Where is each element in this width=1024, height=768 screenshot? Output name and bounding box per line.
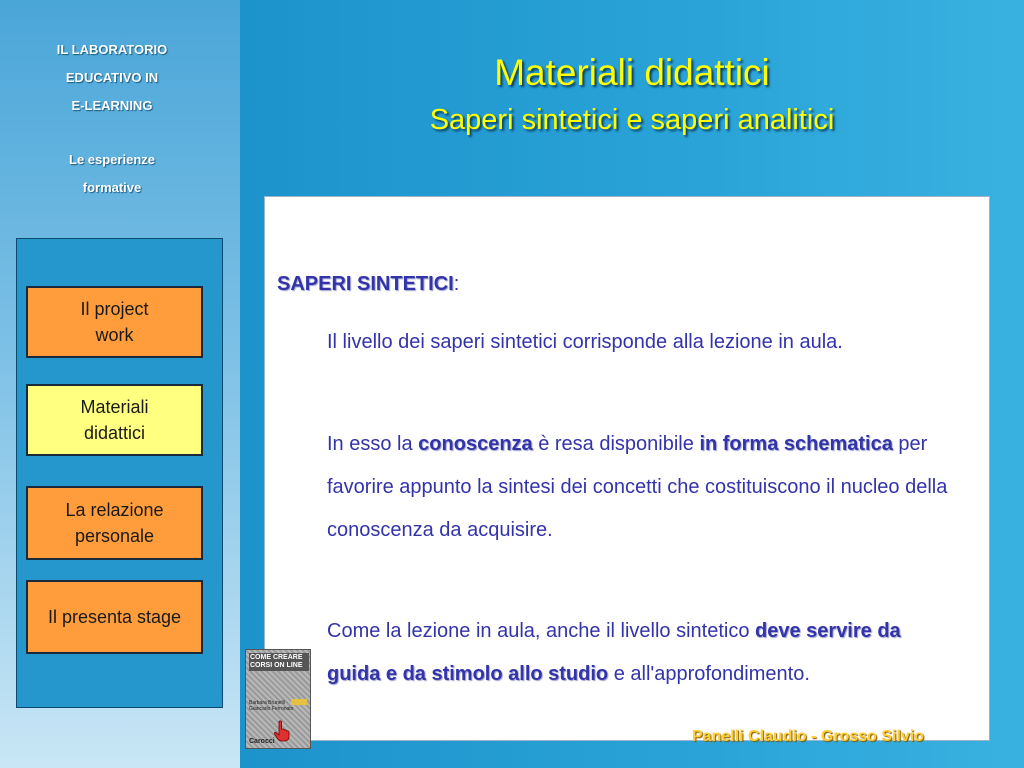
book-authors: Barbara Brunelli · Giancarlo Ferronato [249,700,294,712]
nav-button-materiali-didattici[interactable] [26,384,203,456]
nav-button-label: didattici [83,423,146,443]
emphasis-text: deve servire da guida e da stimolo allo studio [327,620,901,685]
page-subtitle: Saperi sintetici e saperi analitici [429,104,835,136]
nav-button-label: personale [74,526,155,546]
emphasis-text: in forma schematica [699,433,893,455]
page-title: Materiali didattici [494,52,770,93]
footer-author: Panelli Claudio - Grosso Silvio [692,728,925,745]
paragraph-1: Il livello dei saperi sintetici corrisponde alla lezione in aula. [327,331,843,353]
nav-button-label: Il project [80,299,149,319]
book-publisher: Carocci [249,738,275,745]
sidebar-subtitle-line: formative [82,180,142,195]
paragraph-text: e all'approfondimento. [608,663,810,685]
book-title: COME CREARE CORSI ON LINE [249,653,309,671]
sidebar-title-line: EDUCATIVO IN [65,70,159,85]
nav-panel [16,238,223,708]
content-panel [264,196,990,741]
nav-button-label: Il presenta stage [47,607,182,627]
nav-button-presenta-stage[interactable] [26,580,203,654]
paragraph-2 [327,423,957,552]
section-heading [277,273,459,296]
sidebar-title-line: E-LEARNING [71,98,153,113]
paragraph-3 [327,610,957,696]
book-badge [291,699,307,705]
nav-button-project-work[interactable] [26,286,203,358]
paragraph-text: In esso la [327,433,419,455]
section-heading-colon: : [453,273,460,295]
pointing-hand-icon [272,720,292,742]
paragraph-text: Come la lezione in aula, anche il livello sintetico [327,620,756,642]
sidebar-title [0,36,224,120]
nav-button-label: La relazione [65,500,164,520]
book-cover-image[interactable] [245,649,311,749]
sidebar-subtitle [0,146,224,202]
nav-button-label: Materiali [80,397,149,417]
paragraph-text: per favorire appunto la sintesi dei concetti che costituiscono il nucleo della conoscenza da acquisire. [327,433,948,541]
emphasis-text: conoscenza [418,433,533,455]
sidebar-subtitle-line: Le esperienze [69,152,155,167]
paragraph-text: è resa disponibile [532,433,700,455]
section-heading-text: SAPERI SINTETICI [277,273,454,295]
nav-button-relazione-personale[interactable] [26,486,203,560]
sidebar-title-line: IL LABORATORIO [56,42,168,57]
nav-button-label: work [95,325,134,345]
